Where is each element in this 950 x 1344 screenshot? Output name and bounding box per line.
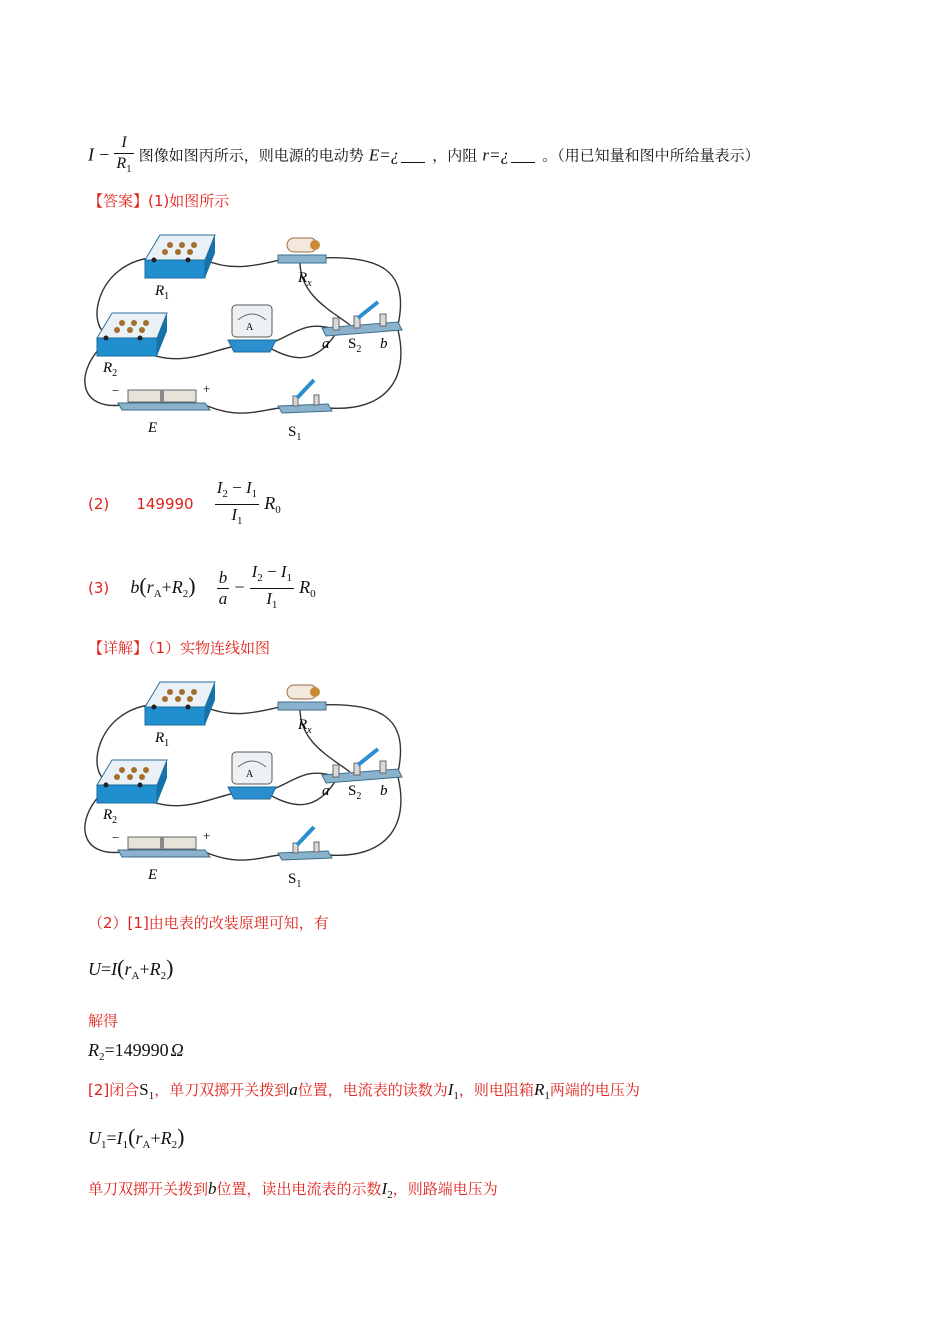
equation-U: $U=I(r_A+R_2)$ xyxy=(88,955,174,982)
circuit-figure-answer xyxy=(0,0,950,450)
label-E: E xyxy=(148,867,158,883)
label-minus: − xyxy=(112,830,120,845)
frac-denominator: $R_1$ xyxy=(116,155,132,175)
label-S2: $S_2$ xyxy=(348,336,362,355)
label-R2: $R_2$ xyxy=(103,807,118,826)
part2-fraction: $\frac{I_2 - I_1}{I_1}$ xyxy=(216,478,258,527)
label-R1: $R_1$ xyxy=(155,283,170,302)
part3-expr-1: $b(r_A+R_2)$ xyxy=(130,573,196,600)
equation-R2-result: $R_2=149990$ Ω xyxy=(88,1040,184,1063)
label-S1: $S_1$ xyxy=(288,424,302,443)
detail-part1: （1）实物连线如图 xyxy=(148,639,271,657)
answer-part3: (3) $b(r_A+R_2)$ $\frac{b}{a}$ − $\frac{I_2 - I_1}{I_1}$ $R_0$ xyxy=(88,562,316,615)
detail-last-line: 单刀双掷开关拨到b位置，读出电流表的示数$I_2$，则路端电压为 xyxy=(88,1179,498,1201)
equation-U1: $U_1=I_1(r_A+R_2)$ xyxy=(88,1124,185,1151)
label-a: a xyxy=(322,336,330,352)
part3-R0: $R_0$ xyxy=(299,577,316,600)
internal-resistance-text: ，内阻 xyxy=(432,146,478,165)
question-tail-text: 图像如图丙所示，则电源的电动势 xyxy=(138,146,364,165)
label-Rx: $R_x$ xyxy=(298,717,312,736)
circuit-figure-detail xyxy=(0,447,950,897)
label-R2: $R_2$ xyxy=(103,360,118,379)
part2-R0: $R_0$ xyxy=(264,493,281,516)
label-ammeter: A xyxy=(246,322,254,333)
label-b: b xyxy=(380,336,388,352)
detail-part2: （2）[1]由电表的改装原理可知，有 xyxy=(88,914,329,932)
label-a: a xyxy=(322,783,330,799)
E-equation: E=¿ xyxy=(368,145,400,165)
lhs-I: I xyxy=(88,144,94,165)
question-end-text: 。（用已知量和图中所给量表示） xyxy=(542,146,760,165)
answer-label: 【答案】 xyxy=(88,192,149,210)
part3-label: (3) xyxy=(88,579,110,597)
r-equation: r=¿ xyxy=(482,145,509,165)
label-R1: $R_1$ xyxy=(155,730,170,749)
solve-text: 解得 xyxy=(88,1012,119,1030)
label-S2: $S_2$ xyxy=(348,783,362,802)
frac-numerator: I xyxy=(114,133,133,154)
part2-label: (2) xyxy=(88,495,110,513)
answer-part1: (1)如图所示 xyxy=(148,192,230,210)
label-Rx: $R_x$ xyxy=(298,270,312,289)
label-E: E xyxy=(148,420,158,436)
detail-p2-text: [2]闭合$S_1$，单刀双掷开关拨到a位置，电流表的读数为$I_1$，则电阻箱$R_1$两端的电压为 xyxy=(88,1080,640,1102)
part3-fraction-I: $\frac{I_2 - I_1}{I_1}$ xyxy=(251,562,292,611)
part3-fraction-ba: $\frac{b}{a}$ xyxy=(218,568,228,608)
label-plus: + xyxy=(203,828,211,843)
detail-label: 【详解】 xyxy=(88,639,149,657)
label-ammeter: A xyxy=(246,769,254,780)
label-minus: − xyxy=(112,383,120,398)
label-S1: $S_1$ xyxy=(288,871,302,890)
label-b: b xyxy=(380,783,388,799)
minus-sign: − xyxy=(99,144,110,165)
part2-value: 149990 xyxy=(136,495,194,513)
label-plus: + xyxy=(203,381,211,396)
